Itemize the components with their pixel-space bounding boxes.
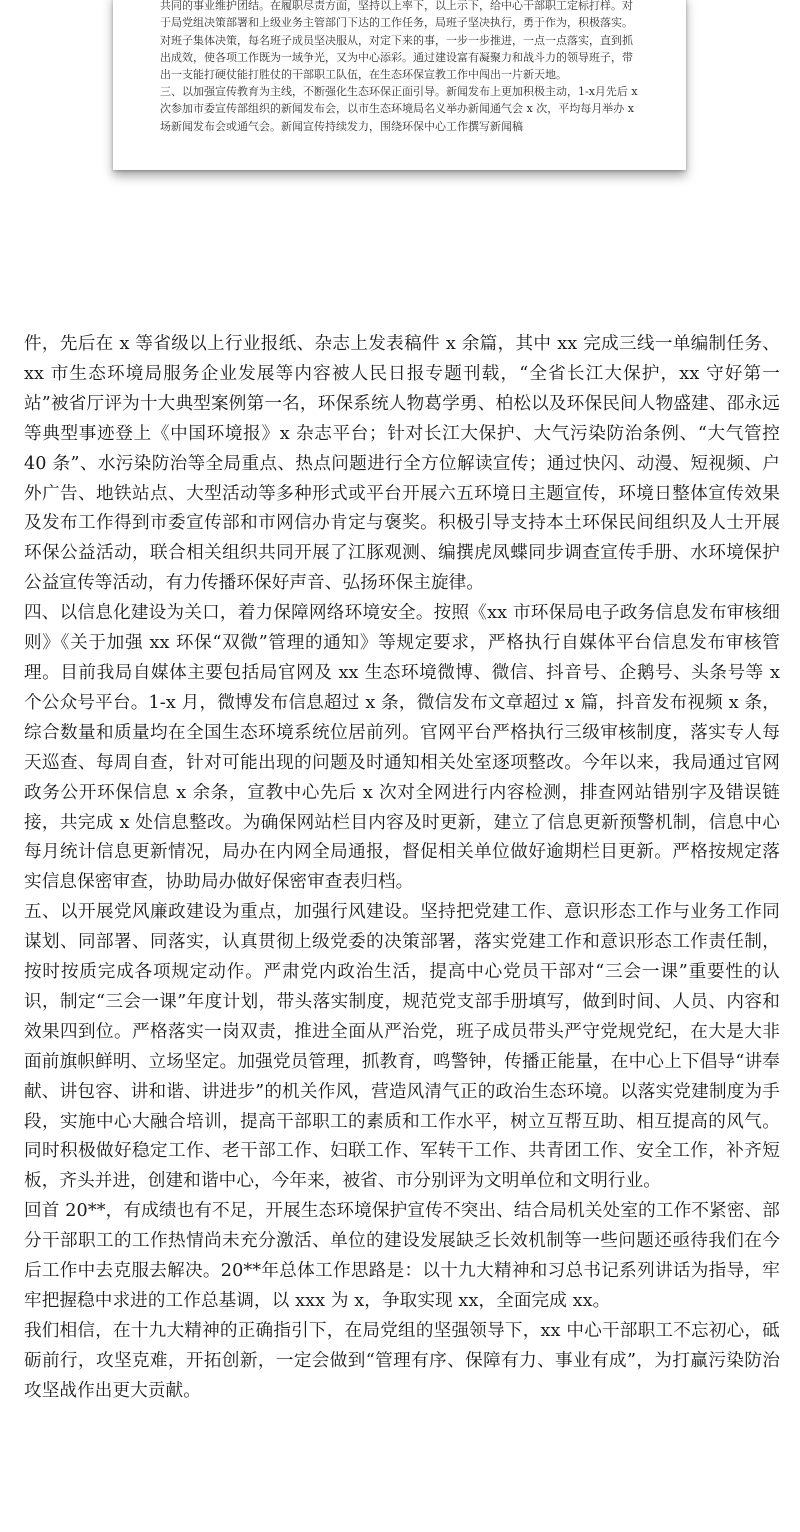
preview-paragraph: 共同的事业维护团结。在履职尽责方面，坚持以上率下，以上示下，给中心干部职工定标打样。对于局党组决策部署和上级业务主管部门下达的工作任务，局班子坚决执行，勇于作为，积极落实。对班子集体决策，每名班子成员坚决服从，对定下来的事，一步一步推进，一点一点落实，直到抓出成效，使各项工作既为一域争光，又为中心添彩。通过建设富有凝聚力和战斗力的领导班子，带出一支能打硬仗能打胜仗的干部职工队伍，在生态环保宣教工作中闯出一片新天地。 [160,0,633,82]
body-paragraph-conclusion: 我们相信，在十九大精神的正确指引下，在局党组的坚强领导下，xx 中心干部职工不忘初心，砥砺前行，攻坚克难，开拓创新，一定会做到“管理有序、保障有力、事业有成”，为打赢污染防治攻坚战作出更大贡献。 [24,1320,780,1401]
body-paragraph-informatization: 四、以信息化建设为关口，着力保障网络环境安全。按照《xx 市环保局电子政务信息发布审核细则》《关于加强 xx 环保“双微”管理的通知》等规定要求，严格执行自媒体平台信息发布审核管理。目前我局自媒体主要包括局官网及 xx 生态环境微博、微信、抖音号、企鹅号、头条号等 x 个公众号平台。1-x 月，微博发布信息超过 x 条，微信发布文章超过 x 篇，抖音发布视频 x 条，综合数量和质量均在全国生态环境系统位居前列。官网平台严格执行三级审核制度，落实专人每天巡查、每周自查，针对可能出现的问题及时通知相关处室逐项整改。今年以来，我局通过官网政务公开环保信息 x 余条，宣教中心先后 x 次对全网进行内容检测，排查网站错别字及错误链接，共完成 x 处信息整改。为确保网站栏目内容及时更新，建立了信息更新预警机制，信息中心每月统计信息更新情况，局办在内网全局通报，督促相关单位做好逾期栏目更新。严格按规定落实信息保密审查，协助局办做好保密审查表归档。 [24,603,780,893]
preview-text [160,0,640,135]
body-paragraph-publicity: 件，先后在 x 等省级以上行业报纸、杂志上发表稿件 x 余篇，其中 xx 完成三线一单编制任务、xx 市生态环境局服务企业发展等内容被人民日报专题刊载，“全省长江大保护，xx 守好第一站”被省厅评为十大典型案例第一名，环保系统人物葛学勇、柏松以及环保民间人物盛建、邵永远等典型事迹登上《中国环境报》x 杂志平台；针对长江大保护、大气污染防治条例、“大气管控 40 条”、水污染防治等全局重点、热点问题进行全方位解读宣传；通过快闪、动漫、短视频、户外广告、地铁站点、大型活动等多种形式或平台开展六五环境日主题宣传，环境日整体宣传效果及发布工作得到市委宣传部和市网信办肯定与褒奖。积极引导支持本土环保民间组织及人士开展环保公益活动，联合相关组织共同开展了江豚观测、编撰虎凤蝶同步调查宣传手册、水环境保护公益宣传等活动，有力传播环保好声音、弘扬环保主旋律。 [24,334,780,594]
preview-paragraph: 三、以加强宣传教育为主线，不断强化生态环保正面引导。新闻发布上更加积极主动，1-x月先后 x 次参加市委宣传部组织的新闻发布会，以市生态环境局名义举办新闻通气会 x 次，平均每月举办 x 场新闻发布会或通气会。新闻宣传持续发力，围绕环保中心工作撰写新闻稿 [160,85,638,133]
document-body [24,330,780,1407]
body-paragraph-party-building: 五、以开展党风廉政建设为重点，加强行风建设。坚持把党建工作、意识形态工作与业务工作同谋划、同部署、同落实，认真贯彻上级党委的决策部署，落实党建工作和意识形态工作责任制，按时按质完成各项规定动作。严肃党内政治生活，提高中心党员干部对“三会一课”重要性的认识，制定“三会一课”年度计划，带头落实制度，规范党支部手册填写，做到时间、人员、内容和效果四到位。严格落实一岗双责，推进全面从严治党，班子成员带头严守党规党纪，在大是大非面前旗帜鲜明、立场坚定。加强党员管理，抓教育，鸣警钟，传播正能量，在中心上下倡导“讲奉献、讲包容、讲和谐、讲进步”的机关作风，营造风清气正的政治生态环境。以落实党建制度为手段，实施中心大融合培训，提高干部职工的素质和工作水平，树立互帮互助、相互提高的风气。同时积极做好稳定工作、老干部工作、妇联工作、军转干工作、共青团工作、安全工作，补齐短板，齐头并进，创建和谐中心，今年来，被省、市分别评为文明单位和文明行业。 [24,902,780,1192]
document-preview-card [113,0,686,170]
body-paragraph-review: 回首 20**，有成绩也有不足，开展生态环境保护宣传不突出、结合局机关处室的工作不紧密、部分干部职工的工作热情尚未充分激活、单位的建设发展缺乏长效机制等一些问题还亟待我们在今后工作中去克服去解决。20**年总体工作思路是：以十九大精神和习总书记系列讲话为指导，牢牢把握稳中求进的工作总基调，以 xxx 为 x，争取实现 xx，全面完成 xx。 [24,1201,780,1311]
